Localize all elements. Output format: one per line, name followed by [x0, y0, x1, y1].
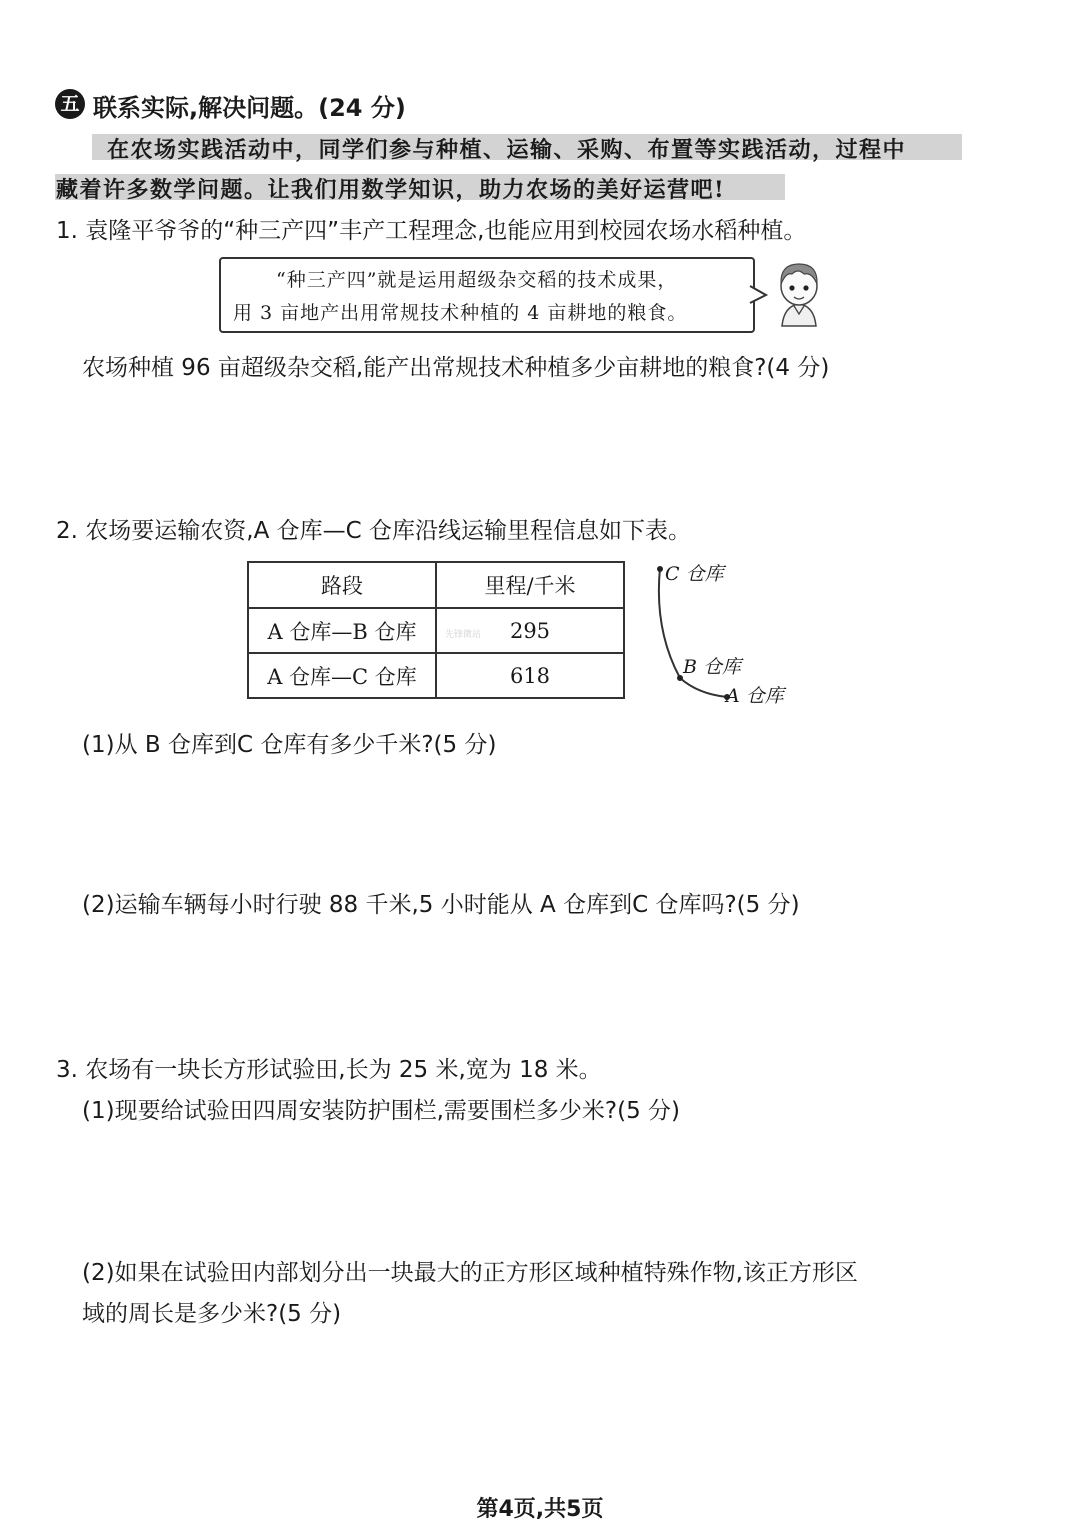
q1-stem: 1. 袁隆平爷爷的“种三产四”丰产工程理念,也能应用到校园农场水稻种植。 — [56, 218, 807, 244]
table-row — [248, 653, 624, 698]
q3-sub1: (1)现要给试验田四周安装防护围栏,需要围栏多少米?(5 分) — [82, 1098, 680, 1124]
page-number: 第4页,共5页 — [476, 1497, 604, 1522]
distance-value: 295 — [509, 618, 551, 643]
section-number-badge: 五 — [55, 89, 85, 119]
mileage-table — [247, 561, 625, 699]
callout-pointer — [749, 284, 769, 306]
table-header-cell: 里程/千米 — [436, 562, 624, 608]
q1-question: 农场种植 96 亩超级杂交稻,能产出常规技术种植多少亩耕地的粮食?(4 分) — [82, 355, 830, 381]
q2-sub1: (1)从 B 仓库到C 仓库有多少千米?(5 分) — [82, 732, 497, 758]
map-label-b: B 仓库 — [683, 656, 742, 678]
boy-character-illustration — [768, 256, 830, 330]
table-header-row — [248, 562, 624, 608]
map-label-a: A 仓库 — [726, 685, 784, 707]
q2-stem: 2. 农场要运输农资,A 仓库—C 仓库沿线运输里程信息如下表。 — [56, 518, 691, 544]
q3-stem: 3. 农场有一块长方形试验田,长为 25 米,宽为 18 米。 — [56, 1057, 602, 1083]
q2-sub2: (2)运输车辆每小时行驶 88 千米,5 小时能从 A 仓库到C 仓库吗?(5 分) — [82, 892, 800, 918]
intro-line-1: 在农场实践活动中，同学们参与种植、运输、采购、布置等实践活动，过程中 — [107, 137, 907, 163]
map-label-c: C 仓库 — [665, 563, 724, 585]
intro-line-2: 藏着许多数学问题。让我们用数学知识，助力农场的美好运营吧! — [56, 177, 726, 203]
q3-sub2-line-2: 域的周长是多少米?(5 分) — [82, 1301, 342, 1327]
q3-sub2-line-1: (2)如果在试验田内部划分出一块最大的正方形区域种植特殊作物,该正方形区 — [82, 1260, 858, 1286]
watermark-text: 先锋微站 — [445, 630, 482, 640]
q1-callout-line-1: “种三产四”就是运用超级杂交稻的技术成果， — [276, 269, 678, 291]
table-cell-distance: 618 — [436, 653, 624, 698]
table-cell-route: A 仓库—C 仓库 — [248, 653, 436, 698]
table-row — [248, 608, 624, 653]
table-header-cell: 路段 — [248, 562, 436, 608]
table-cell-route: A 仓库—B 仓库 — [248, 608, 436, 653]
table-cell-distance — [436, 608, 624, 653]
section-title: 联系实际,解决问题。(24 分) — [93, 94, 406, 122]
q1-callout-line-2: 用 3 亩地产出用常规技术种植的 4 亩耕地的粮食。 — [233, 302, 688, 324]
